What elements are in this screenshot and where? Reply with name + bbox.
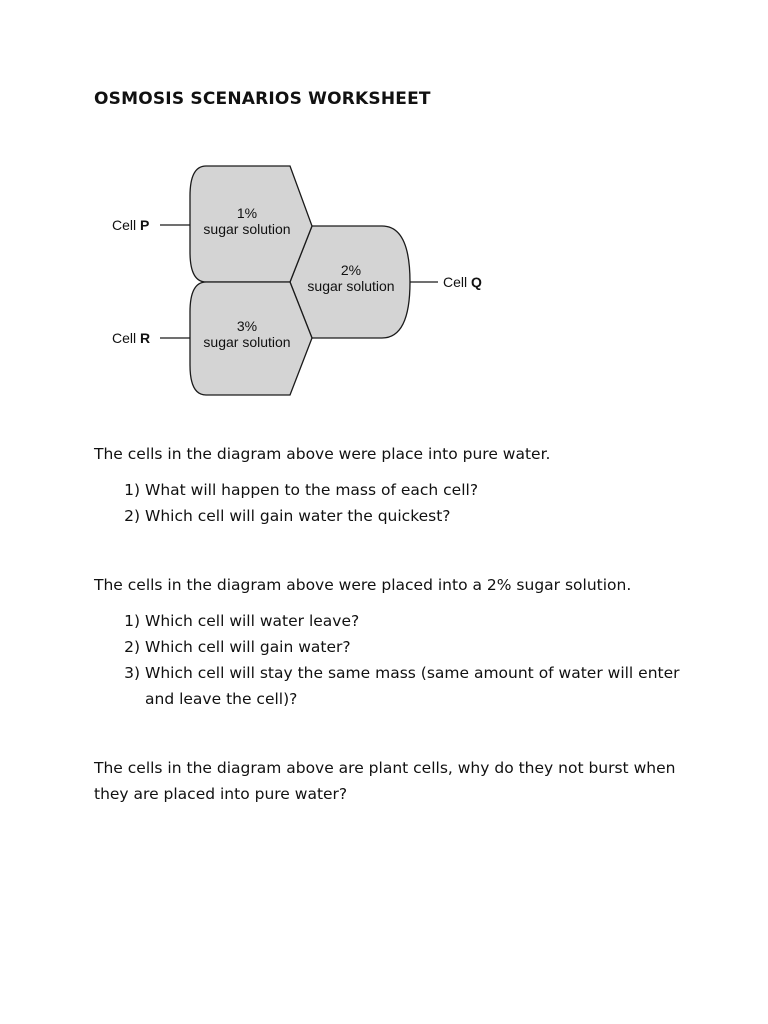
cell-r-solution: sugar solution (203, 334, 291, 350)
question-item (94, 477, 694, 503)
cell-q-solution: sugar solution (307, 278, 395, 294)
question-text: Which cell will gain water? (145, 638, 351, 656)
question-number: 1) (124, 481, 140, 499)
section-plant-cells (94, 755, 684, 807)
question-number: 2) (124, 638, 140, 656)
question-number: 1) (124, 612, 140, 630)
section-sugar-solution (94, 572, 694, 712)
section-intro: The cells in the diagram above were placed into a 2% sugar solution. (94, 576, 632, 594)
cell-p-solution: sugar solution (203, 221, 291, 237)
cell-q-label: Cell Q (443, 274, 482, 290)
question-item (94, 608, 694, 634)
section-pure-water (94, 441, 694, 529)
question-item (94, 503, 694, 529)
question-text: Which cell will water leave? (145, 612, 360, 630)
question-text: What will happen to the mass of each cell? (145, 481, 479, 499)
section-intro: The cells in the diagram above are plant cells, why do they not burst when they are placed into pure water? (94, 759, 676, 803)
worksheet-title: OSMOSIS SCENARIOS WORKSHEET (94, 89, 431, 109)
question-number: 3) (124, 664, 140, 682)
question-text: Which cell will gain water the quickest? (145, 507, 451, 525)
question-list (94, 477, 694, 529)
question-number: 2) (124, 507, 140, 525)
cell-r-label: Cell R (112, 330, 151, 346)
cell-p-percent: 1% (236, 205, 258, 221)
question-item (94, 634, 694, 660)
cell-diagram (0, 0, 768, 420)
question-text: Which cell will stay the same mass (same amount of water will enter and leave the cell)? (145, 664, 680, 708)
section-intro: The cells in the diagram above were place into pure water. (94, 445, 551, 463)
question-item (94, 660, 694, 712)
cell-r-percent: 3% (236, 318, 258, 334)
question-list (94, 608, 694, 712)
cell-q-percent: 2% (340, 262, 362, 278)
cell-p-label: Cell P (112, 217, 150, 233)
